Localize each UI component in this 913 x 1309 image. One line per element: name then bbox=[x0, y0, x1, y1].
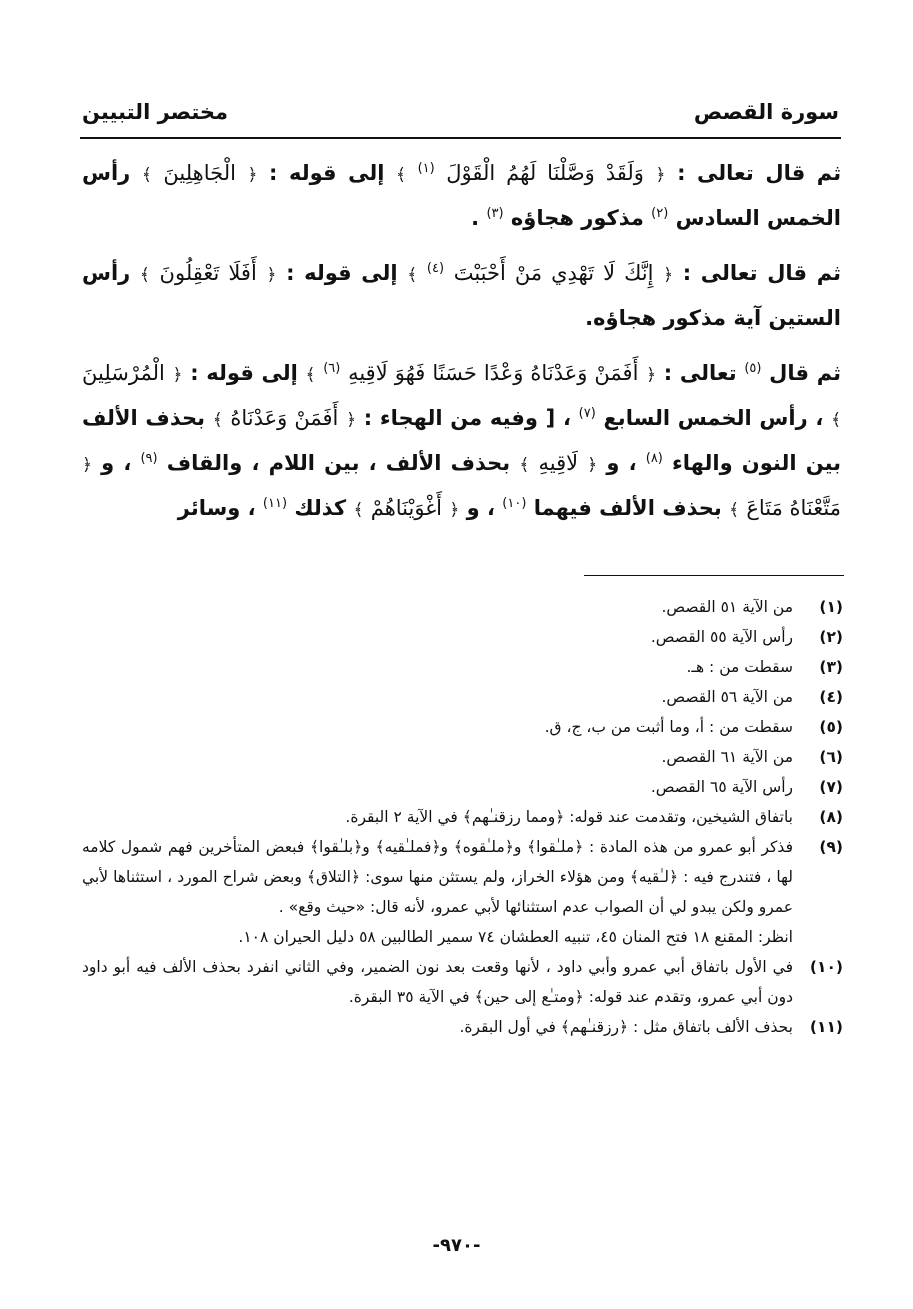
footnote-text bbox=[82, 832, 793, 922]
text-segment: تعالى : bbox=[656, 361, 737, 385]
quran-word: مَتَّعْنَاهُ مَتَاعَ bbox=[746, 496, 841, 520]
footnote bbox=[82, 622, 843, 652]
footnote-ref: (٢) bbox=[651, 206, 669, 221]
text-segment: ثم قال bbox=[761, 361, 842, 385]
footnote-number: (٩) bbox=[819, 838, 843, 856]
verse-ornament-open: ﴿ bbox=[555, 808, 565, 826]
footnote-divider bbox=[584, 575, 844, 576]
verse-ornament-close: ﴾ bbox=[831, 410, 842, 430]
verse-ornament-open: ﴿ bbox=[82, 455, 92, 475]
quran-verse: أَفَلَا تَعْقِلُونَ bbox=[159, 261, 257, 285]
text-segment: ومن هؤلاء الخراز، ولم يستثن منها سوى: bbox=[360, 868, 630, 886]
text-segment: . bbox=[471, 206, 480, 230]
verse-ornament-close: ﴾ bbox=[353, 500, 364, 520]
text-segment: و bbox=[513, 838, 528, 856]
footnote bbox=[82, 1012, 843, 1042]
verse-ornament-open: ﴿ bbox=[587, 455, 598, 475]
footnote-number: (٣) bbox=[819, 658, 843, 676]
text-segment: بحذف الألف بين النون والهاء bbox=[82, 406, 842, 475]
footnote-ref: (٤) bbox=[426, 261, 445, 276]
verse-ornament-close: ﴾ bbox=[396, 165, 406, 185]
footnote-text: سقطت من : هـ. bbox=[686, 658, 793, 676]
footnote-references: انظر: المقنع ١٨ فتح المنان ٤٥، تنبيه العطشان ٧٤ سمير الطالبين ٥٨ دليل الحيران ١٠٨. bbox=[238, 928, 793, 946]
verse-ornament-open: ﴿ bbox=[266, 265, 277, 285]
footnote-number: (١١) bbox=[809, 1018, 843, 1036]
text-segment: إلى قوله : bbox=[182, 361, 298, 385]
text-segment: مذكور هجاؤه bbox=[503, 206, 644, 230]
text-segment: كذلك bbox=[294, 496, 347, 520]
text-segment: ، [ وفيه من الهجاء : bbox=[356, 406, 571, 430]
verse-ornament-close: ﴾ bbox=[139, 265, 150, 285]
quran-verse: الْجَاهِلِينَ bbox=[163, 161, 236, 185]
footnote bbox=[82, 802, 843, 832]
footnote-ref: (٧) bbox=[578, 406, 596, 421]
footnote bbox=[82, 742, 843, 772]
verse-ornament-open: ﴿ bbox=[646, 365, 657, 385]
footnote bbox=[82, 832, 843, 922]
quran-verse: إِنَّكَ لَا تَهْدِي مَنْ أَحْبَبْتَ bbox=[453, 261, 654, 285]
footnote bbox=[82, 592, 843, 622]
text-segment: بحذف الألف فيهما bbox=[526, 496, 722, 520]
running-header bbox=[82, 92, 839, 132]
footnote bbox=[82, 952, 843, 1012]
text-segment: ثم قال تعالى : bbox=[665, 161, 842, 185]
footnote-text: من الآية ٥١ القصص. bbox=[661, 598, 793, 616]
footnote-text: من الآية ٦١ القصص. bbox=[661, 748, 793, 766]
text-segment: رأس الخمس السادس bbox=[82, 161, 841, 230]
quran-word: ملـٰقوه bbox=[462, 838, 505, 856]
text-segment: في الآية ٣٥ البقرة. bbox=[348, 988, 475, 1006]
paragraph-3 bbox=[82, 352, 841, 532]
quran-word: أَغْوَيْنَاهُمْ bbox=[370, 496, 443, 520]
footnote-number: (٥) bbox=[819, 718, 843, 736]
paragraph-1 bbox=[82, 152, 841, 240]
footnote-ref: (٦) bbox=[323, 361, 341, 376]
verse-ornament-close: ﴾ bbox=[527, 838, 537, 856]
footnote-ref: (١٠) bbox=[502, 496, 527, 511]
text-segment: في أول البقرة. bbox=[459, 1018, 561, 1036]
footnote-ref: (٨) bbox=[645, 451, 663, 466]
verse-ornament-open: ﴿ bbox=[350, 868, 361, 886]
verse-ornament-close: ﴾ bbox=[462, 808, 472, 826]
quran-word: لـٰقيه bbox=[638, 868, 669, 886]
text-segment: ، و bbox=[606, 451, 637, 475]
paragraph-2 bbox=[82, 252, 841, 340]
text-segment: و bbox=[362, 838, 376, 856]
main-text bbox=[82, 152, 841, 544]
verse-ornament-close: ﴾ bbox=[305, 365, 316, 385]
text-segment: باتفاق الشيخين، وتقدمت عند قوله: bbox=[564, 808, 793, 826]
quran-word: رزقنـٰهم bbox=[569, 1018, 619, 1036]
footnote-ref: (٩) bbox=[140, 451, 158, 466]
footnote-number: (٧) bbox=[819, 778, 843, 796]
verse-ornament-open: ﴿ bbox=[574, 838, 584, 856]
footnote-number: (٨) bbox=[819, 808, 843, 826]
header-divider bbox=[80, 137, 841, 139]
quran-verse: الْمُرْسَلِينَ bbox=[82, 361, 165, 385]
footnote-text: سقطت من : أ، وما أثبت من ب، ج، ق. bbox=[544, 718, 793, 736]
surah-title: سورة القصص bbox=[693, 100, 839, 124]
verse-ornament-close: ﴾ bbox=[474, 988, 484, 1006]
footnote bbox=[82, 712, 843, 742]
verse-ornament-open: ﴿ bbox=[655, 165, 666, 185]
page-number: -٩٧٠- bbox=[432, 1235, 481, 1256]
verse-ornament-close: ﴾ bbox=[141, 165, 152, 185]
verse-ornament-open: ﴿ bbox=[574, 988, 584, 1006]
quran-verse: وَلَقَدْ وَصَّلْنَا لَهُمُ الْقَوْلَ bbox=[446, 161, 644, 185]
verse-ornament-open: ﴿ bbox=[449, 500, 460, 520]
text-segment: بحذف الألف ، بين اللام ، والقاف bbox=[157, 451, 511, 475]
verse-ornament-close: ﴾ bbox=[309, 838, 320, 856]
footnote-number: (١) bbox=[819, 598, 843, 616]
verse-ornament-close: ﴾ bbox=[519, 455, 530, 475]
footnote-ref: (٥) bbox=[744, 361, 762, 376]
footnote-ref: (٣) bbox=[486, 206, 504, 221]
footnote-text bbox=[82, 952, 793, 1012]
verse-ornament-close: ﴾ bbox=[560, 1018, 570, 1036]
verse-ornament-open: ﴿ bbox=[353, 838, 363, 856]
verse-ornament-open: ﴿ bbox=[431, 838, 441, 856]
text-segment: ، رأس الخمس السابع bbox=[595, 406, 824, 430]
text-segment: إلى قوله : bbox=[257, 161, 385, 185]
verse-ornament-open: ﴿ bbox=[663, 265, 674, 285]
text-segment: فذكر أبو عمرو من هذه المادة : bbox=[583, 838, 793, 856]
text-segment: ، وسائر bbox=[177, 496, 256, 520]
verse-ornament-open: ﴿ bbox=[618, 1018, 629, 1036]
book-title: مختصر التبيين bbox=[82, 100, 229, 124]
footnotes bbox=[82, 592, 843, 1042]
verse-ornament-open: ﴿ bbox=[346, 410, 357, 430]
verse-ornament-close: ﴾ bbox=[306, 868, 316, 886]
verse-ornament-close: ﴾ bbox=[375, 838, 385, 856]
text-segment: و bbox=[440, 838, 454, 856]
verse-ornament-open: ﴿ bbox=[504, 838, 514, 856]
quran-word: فملـٰقيه bbox=[384, 838, 432, 856]
verse-ornament-close: ﴾ bbox=[453, 838, 463, 856]
quran-verse: أَفَمَنْ وَعَدْنَاهُ وَعْدًا حَسَنًا فَهُوَ لَاقِيهِ bbox=[348, 361, 639, 385]
quran-word: ومما رزقنـٰهم bbox=[471, 808, 556, 826]
text-segment: في الآية ٢ البقرة. bbox=[345, 808, 463, 826]
verse-ornament-open: ﴿ bbox=[247, 165, 258, 185]
verse-ornament-close: ﴾ bbox=[629, 868, 639, 886]
text-segment: إلى قوله : bbox=[276, 261, 398, 285]
quran-word: ومتـٰع إلى حين bbox=[483, 988, 575, 1006]
footnote-number: (٦) bbox=[819, 748, 843, 766]
quran-word: التلاق bbox=[315, 868, 351, 886]
footnote-number: (٢) bbox=[819, 628, 843, 646]
footnote-text: رأس الآية ٦٥ القصص. bbox=[650, 778, 793, 796]
verse-ornament-close: ﴾ bbox=[212, 410, 223, 430]
footnote-text bbox=[82, 1012, 793, 1042]
footnote-number: (٤) bbox=[819, 688, 843, 706]
text-segment: ، و bbox=[101, 451, 132, 475]
footnote-text: من الآية ٥٦ القصص. bbox=[661, 688, 793, 706]
text-segment: ، و bbox=[466, 496, 495, 520]
footnote-ref: (١) bbox=[417, 161, 435, 176]
text-segment: في الأول باتفاق أبي عمرو وأبي داود ، لأنها وقعت بعد نون الضمير، وفي الثاني انفرد بحذف الألف فيه أبو داود دون أبي عمرو، وتقدم عند قوله: bbox=[82, 958, 793, 1006]
text-segment: رأس الستين آية مذكور هجاؤه. bbox=[82, 261, 841, 330]
text-segment: بحذف الألف باتفاق مثل : bbox=[628, 1018, 793, 1036]
footnote bbox=[82, 772, 843, 802]
text-segment: ثم قال تعالى : bbox=[673, 261, 842, 285]
footnote-text bbox=[82, 802, 793, 832]
text-segment: وبعض شراح المورد ، استثناها لأبي عمرو ولكن يبدو لي أن الصواب عدم استثنائها لأبي عمرو، لأنه قال: «حيث وقع» . bbox=[82, 868, 793, 916]
verse-ornament-close: ﴾ bbox=[407, 265, 418, 285]
quran-word: ملـٰقوا bbox=[536, 838, 575, 856]
footnote bbox=[82, 682, 843, 712]
footnote bbox=[82, 652, 843, 682]
verse-ornament-close: ﴾ bbox=[729, 500, 740, 520]
footnote-number: (١٠) bbox=[809, 958, 843, 976]
quran-word: لَاقِيهِ bbox=[538, 451, 579, 475]
verse-ornament-open: ﴿ bbox=[669, 868, 679, 886]
quran-word: أَفَمَنْ وَعَدْنَاهُ bbox=[230, 406, 339, 430]
verse-ornament-open: ﴿ bbox=[172, 365, 183, 385]
text-segment: فبعض المتأخرين فهم شمول كلامه لها ، فتندرج فيه : bbox=[82, 838, 793, 886]
footnote-text: رأس الآية ٥٥ القصص. bbox=[650, 628, 793, 646]
quran-word: بلـٰقوا bbox=[319, 838, 354, 856]
footnote-ref: (١١) bbox=[262, 496, 288, 511]
